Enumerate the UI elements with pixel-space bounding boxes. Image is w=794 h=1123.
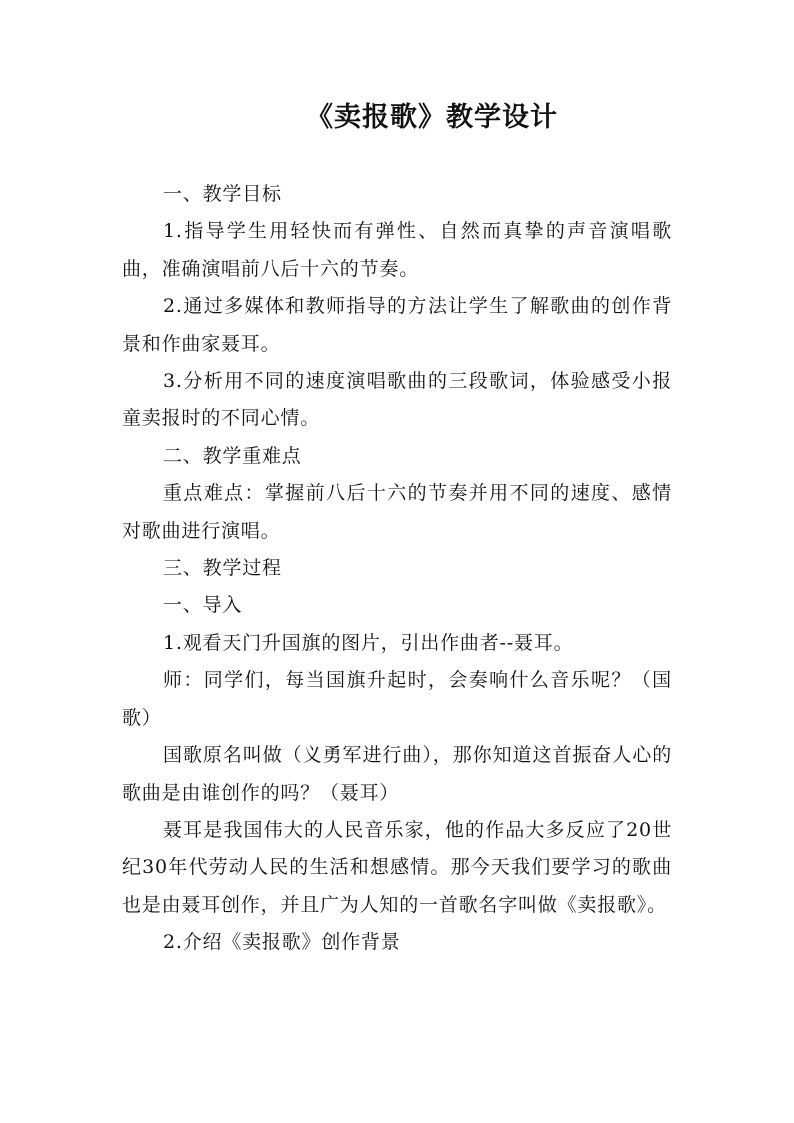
process-step: 1.观看天门升国旗的图片，引出作曲者--聂耳。	[163, 631, 574, 654]
document-body	[122, 176, 672, 962]
process-step: 2.介绍《卖报歌》创作背景	[163, 931, 401, 954]
objective-item: 2.通过多媒体和教师指导的方法让学生了解歌曲的创作背景和作曲家聂耳。	[122, 295, 672, 355]
body-paragraph: 国歌原名叫做（义勇军进行曲），那你知道这首振奋人心的歌曲是由谁创作的吗？（聂耳）	[122, 744, 672, 804]
body-paragraph: 聂耳是我国伟大的人民音乐家，他的作品大多反应了20世纪30年代劳动人民的生活和想感情。那今天我们要学习的歌曲也是由聂耳创作，并且广为人知的一首歌名字叫做《卖报歌》。	[122, 818, 672, 916]
subsection-heading-introduction: 一、导入	[163, 594, 243, 617]
key-points-text: 重点难点：掌握前八后十六的节奏并用不同的速度、感情对歌曲进行演唱。	[122, 482, 672, 542]
section-heading-process: 三、教学过程	[163, 557, 282, 580]
section-heading-key-points: 二、教学重难点	[163, 444, 302, 467]
objective-item: 3.分析用不同的速度演唱歌曲的三段歌词，体验感受小报童卖报时的不同心情。	[122, 370, 672, 430]
document-title: 《卖报歌》教学设计	[306, 102, 558, 133]
teacher-dialogue: 师：同学们，每当国旗升起时，会奏响什么音乐呢？（国歌）	[122, 669, 672, 729]
objective-item: 1.指导学生用轻快而有弹性、自然而真挚的声音演唱歌曲，准确演唱前八后十六的节奏。	[122, 220, 672, 280]
section-heading-objectives: 一、教学目标	[163, 183, 282, 205]
